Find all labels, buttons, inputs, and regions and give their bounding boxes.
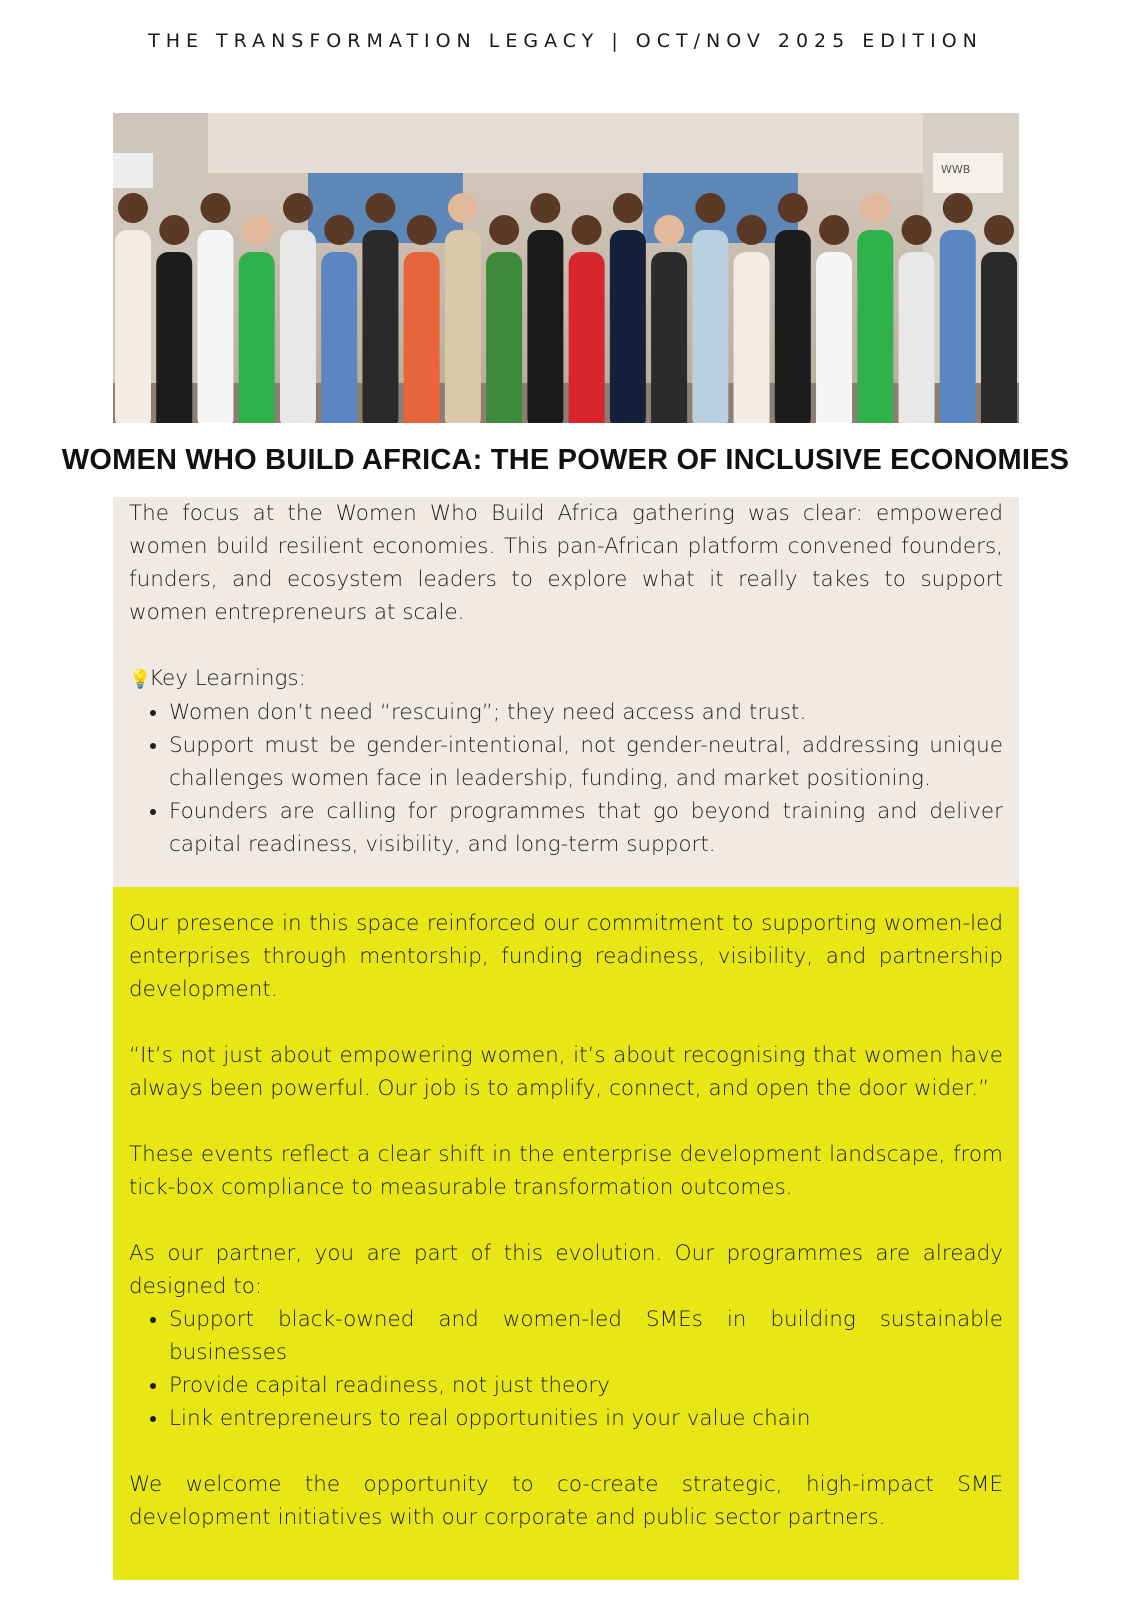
person-head — [778, 193, 808, 223]
list-item: • Women don’t need “rescuing”; they need access and trust. — [169, 696, 1003, 729]
banner-logo: WWB — [941, 163, 971, 176]
list-item: • Provide capital readiness, not just theory — [169, 1369, 1003, 1402]
list-item: • Founders are calling for programmes that go beyond training and deliver capital readiness, visibility, and long-term support. — [169, 795, 1003, 861]
newsletter-header: THE TRANSFORMATION LEGACY | OCT/NOV 2025 EDITION — [148, 30, 983, 52]
list-item: • Link entrepreneurs to real opportunities in your value chain — [169, 1402, 1003, 1435]
person-figure — [692, 230, 728, 423]
key-learnings-list — [129, 696, 1003, 861]
list-item: • Support must be gender-intentional, not gender-neutral, addressing unique challenges women face in leadership, funding, and market positioning. — [169, 729, 1003, 795]
person-figure — [404, 252, 440, 423]
person-head — [159, 215, 189, 245]
person-head — [407, 215, 437, 245]
person-figure — [775, 230, 811, 423]
person-head — [324, 215, 354, 245]
person-figure — [734, 252, 770, 423]
person-figure — [197, 230, 233, 423]
commitment-panel — [113, 887, 1019, 1580]
person-figure — [156, 252, 192, 423]
person-figure — [486, 252, 522, 423]
person-head — [118, 193, 148, 223]
shift-paragraph: These events reflect a clear shift in the enterprise development landscape, from tick-box compliance to measurable transformation outcomes. — [129, 1142, 1003, 1200]
person-figure — [651, 252, 687, 423]
person-head — [943, 193, 973, 223]
key-learnings-heading — [129, 662, 1003, 696]
person-head — [365, 193, 395, 223]
person-head — [448, 193, 478, 223]
person-head — [695, 193, 725, 223]
person-head — [242, 215, 272, 245]
person-figure — [445, 230, 481, 423]
person-head — [613, 193, 643, 223]
lightbulb-icon: 💡 — [129, 669, 152, 690]
person-figure — [239, 252, 275, 423]
person-figure — [857, 230, 893, 423]
programme-list — [129, 1303, 1003, 1435]
person-head — [902, 215, 932, 245]
person-head — [200, 193, 230, 223]
person-figure — [527, 230, 563, 423]
person-head — [860, 193, 890, 223]
person-figure — [280, 230, 316, 423]
person-figure — [569, 252, 605, 423]
closing-paragraph: We welcome the opportunity to co-create strategic, high-impact SME development initiatives with our corporate and public sector partners. — [129, 1472, 1003, 1530]
person-figure — [899, 252, 935, 423]
person-figure — [940, 230, 976, 423]
partner-paragraph: As our partner, you are part of this evolution. Our programmes are already designed to: — [129, 1241, 1003, 1299]
person-head — [819, 215, 849, 245]
group-photo-illustration — [113, 113, 1019, 423]
person-head — [530, 193, 560, 223]
quote-paragraph: “It’s not just about empowering women, it’s about recognising that women have always been powerful. Our job is to amplify, connect, and open the door wider.” — [129, 1043, 1003, 1101]
person-head — [572, 215, 602, 245]
person-head — [283, 193, 313, 223]
person-figure — [115, 230, 151, 423]
key-learnings-label: Key Learnings: — [149, 666, 306, 691]
person-head — [984, 215, 1014, 245]
person-head — [737, 215, 767, 245]
intro-paragraph: The focus at the Women Who Build Africa gathering was clear: empowered women build resilient economies. This pan-African platform convened founders, funders, and ecosystem leaders to explore what it really takes to support women entrepreneurs at scale. — [129, 501, 1003, 625]
person-figure — [816, 252, 852, 423]
list-item: • Support black-owned and women-led SMEs in building sustainable businesses — [169, 1303, 1003, 1369]
person-figure — [610, 230, 646, 423]
person-figure — [321, 252, 357, 423]
article-title: WOMEN WHO BUILD AFRICA: THE POWER OF INCLUSIVE ECONOMIES — [61, 444, 1070, 476]
person-figure — [981, 252, 1017, 423]
key-learnings-panel — [113, 497, 1019, 887]
group-photo — [113, 113, 1019, 423]
person-head — [654, 215, 684, 245]
presence-paragraph: Our presence in this space reinforced our commitment to supporting women-led enterprises through mentorship, funding readiness, visibility, and partnership development. — [129, 911, 1003, 1002]
person-head — [489, 215, 519, 245]
person-figure — [362, 230, 398, 423]
